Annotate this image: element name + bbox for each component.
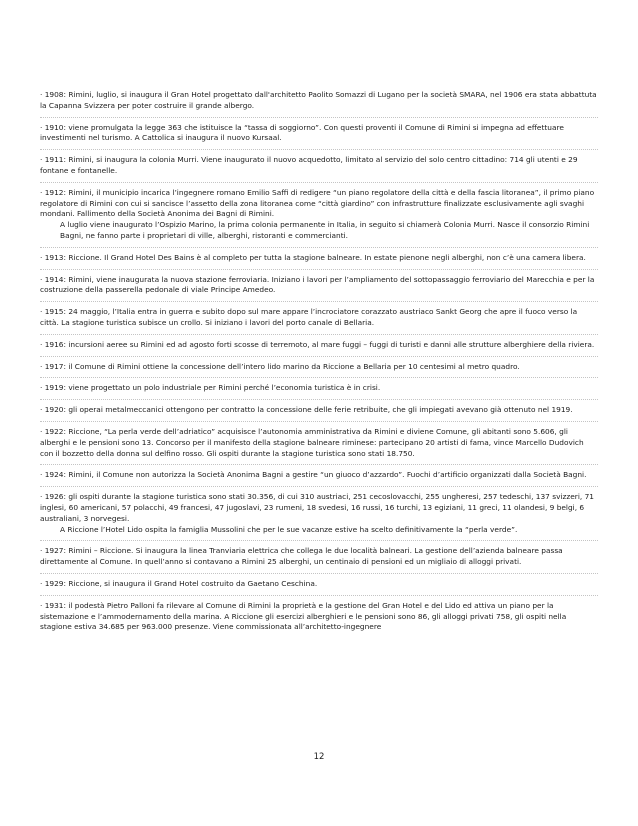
chronology-entry [40,155,598,177]
page-number: 12 [313,752,325,762]
chronology-entry [40,546,598,568]
chronology-list [40,90,598,633]
entry-text: · 1926: gli ospiti durante la stagione turistica sono stati 30.356, di cui 310 austriaci, 251 cecoslovacchi, 255 ungheresi, 257 tedeschi, 137 svizzeri, 71 inglesi, 60 americani, 57 polacchi, 49 francesi, 47 jugoslavi, 23 rumeni, 18 svedesi, 16 russi, 16 turchi, 13 egiziani, 11 greci, 11 olandesi, 9 belgi, 6 australiani, 3 norvegesi. [40,492,595,523]
entry-separator [40,247,598,248]
entry-text: · 1927: Rimini – Riccione. Si inaugura la linea Tranviaria elettrica che collega le due località balneari. La gestione dell’azienda balneare passa direttamente al Comune. In quell’anno si contavano a Rimini 25 alberghi, un centinaio di pensioni ed un migliaio di alloggi privati. [40,546,563,567]
chronology-entry [40,123,598,145]
entry-text: · 1931: il podestà Pietro Palloni fa rilevare al Comune di Rimini la proprietà e la gestione del Gran Hotel e del Lido ed attiva un piano per la sistemazione e l’ammodernamento della marina. A Riccione gli esercizi alberghieri e le pensioni sono 86, gli alloggi privati 758, gli ospiti nella stagione estiva 34.685 per 963.000 presenze. Viene commissionata all’architetto-ingegnere [40,600,567,632]
entry-separator [40,334,598,335]
chronology-entry [40,253,598,264]
entry-separator [40,399,598,400]
chronology-entry [40,405,598,416]
chronology-entry [40,275,598,297]
entry-text: · 1917: il Comune di Rimini ottiene la concessione dell’intero lido marino da Riccione a Bellaria per 10 centesimi al metro quadro. [40,361,520,371]
entry-text: · 1912: Rimini, il municipio incarica l’ingegnere romano Emilio Saffi di redigere “un piano regolatore della città e della fascia litoranea”, il primo piano regolatore di Rimini con cui si sancisce l’assetto della zona litoranea come “città giardino” con infrastrutture finalizzate esclusivamente agli svaghi mondani. Fallimento della Società Anonima dei Bagni di Rimini. [40,187,595,219]
chronology-entry [40,470,598,481]
chronology-entry [40,90,598,112]
entry-text: · 1910: viene promulgata la legge 363 che istituisce la “tassa di soggiorno”. Con questi proventi il Comune di Rimini si impegna ad effettuare investimenti nel turismo. A Cattolica si inaugura il nuovo Kursaal. [40,122,564,143]
chronology-entry [40,362,598,373]
entry-text: · 1929: Riccione, si inaugura il Grand Hotel costruito da Gaetano Ceschina. [40,578,318,588]
entry-text: · 1908: Rimini, luglio, si inaugura il Gran Hotel progettato dall'architetto Paolito Somazzi di Lugano per la società SMARA, nel 1906 era stata abbattuta la Capanna Svizzera per poter costruire il grande albergo. [40,90,597,110]
chronology-entry [40,340,598,351]
entry-separator [40,595,598,596]
entry-separator [40,573,598,574]
chronology-entry [40,383,598,394]
entry-text: · 1915: 24 maggio, l’Italia entra in guerra e subito dopo sul mare appare l’incrociatore corazzato austriaco Sankt Georg che apre il fuoco verso la città. La stagione turistica subisce un crollo. Si iniziano i lavori del porto canale di Bellaria. [40,307,578,327]
entry-text: · 1924: Rimini, il Comune non autorizza la Società Anonima Bagni a gestire “un giuoco d’azzardo”. Fuochi d’artificio organizzati dalla Società Bagni. [40,470,587,480]
entry-text: · 1919: viene progettato un polo industriale per Rimini perché l’economia turistica è in crisi. [40,383,381,393]
entry-separator [40,486,598,487]
entry-separator [40,377,598,378]
entry-separator [40,421,598,422]
entry-subtext: A luglio viene inaugurato l’Ospizio Marino, la prima colonia permanente in Italia, in seguito si chiamerà Colonia Murri. Nasce il consorzio Rimini Bagni, ne fanno parte i proprietari di ville, alberghi, ristoranti e commercianti. [60,220,590,240]
entry-separator [40,117,598,118]
entry-separator [40,540,598,541]
entry-text: · 1916: incursioni aeree su Rimini ed ad agosto forti scosse di terremoto, al mare fuggi – fuggi di turisti e danni alle strutture alberghiere della riviera. [40,339,595,349]
entry-separator [40,149,598,150]
entry-text: · 1914: Rimini, viene inaugurata la nuova stazione ferroviaria. Iniziano i lavori per l’ampliamento del sottopassaggio ferroviario del Marecchia e per la costruzione della passerella pedonale di viale Principe Amedeo. [40,274,595,295]
entry-text: · 1920: gli operai metalmeccanici ottengono per contratto la concessione delle ferie retribuite, che gli impiegati avevano già ottenuto nel 1919. [40,405,573,415]
chronology-entry [40,601,598,633]
chronology-entry [40,188,598,242]
chronology-entry [40,307,598,329]
entry-text: · 1922: Riccione, “La perla verde dell’adriatico” acquisisce l’autonomia amministrativa da Rimini e diviene Comune, gli abitanti sono 5.606, gli alberghi e le pensioni sono 13. Concorso per il manifesto della stagione balneare riminese: partecipano 20 artisti di fama, vince Marcello Dudovich con il bozzetto della donna sul delfino rosso. Gli ospiti durante la stagione turistica sono stati 18.750. [40,426,584,458]
chronology-entry [40,492,598,535]
chronology-entry [40,427,598,459]
entry-text: · 1913: Riccione. Il Grand Hotel Des Bains è al completo per tutta la stagione balneare. In estate pienone negli alberghi, non c’è una camera libera. [40,252,586,262]
entry-separator [40,464,598,465]
chronology-entry [40,579,598,590]
entry-text: · 1911: Rimini, si inaugura la colonia Murri. Viene inaugurato il nuovo acquedotto, limitato al servizio del solo centro cittadino: 714 gli utenti e 29 fontane e fontanelle. [40,155,578,175]
entry-separator [40,356,598,357]
entry-separator [40,182,598,183]
entry-separator [40,301,598,302]
entry-separator [40,269,598,270]
entry-subtext: A Riccione l’Hotel Lido ospita la famiglia Mussolini che per le sue vacanze estive ha scelto definitivamente la “perla verde”. [60,524,518,534]
